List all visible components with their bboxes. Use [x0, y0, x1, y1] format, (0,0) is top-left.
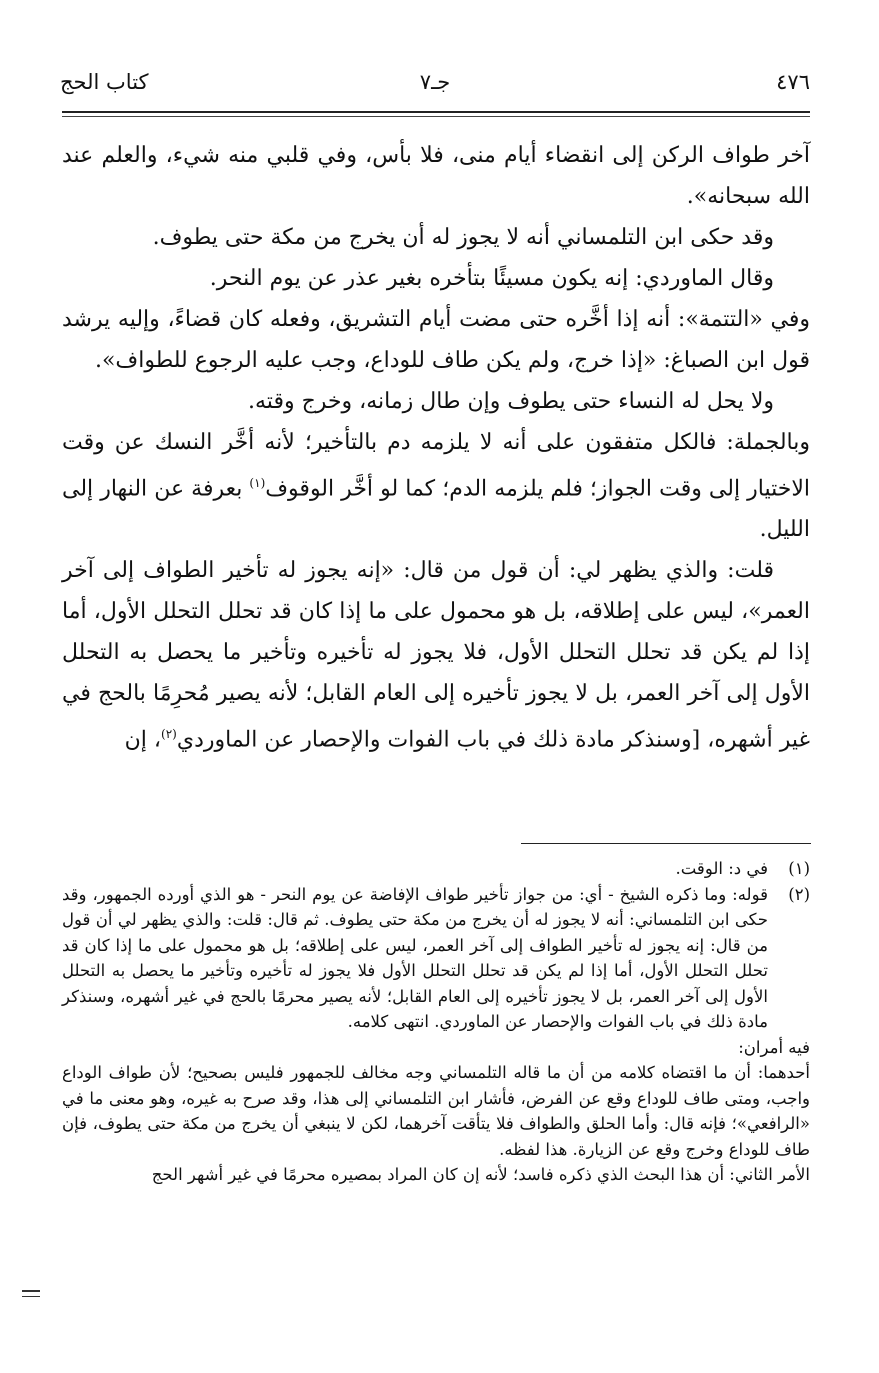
paragraph: وقد حكى ابن التلمساني أنه لا يجوز له أن يخرج من مكة حتى يطوف. — [152, 225, 774, 250]
footnote-ref[interactable]: (٢) — [161, 727, 177, 742]
book-title: كتاب الحج — [60, 70, 149, 94]
page-number: ٤٧٦ — [776, 70, 810, 94]
footnote-paragraph: فيه أمران: — [738, 1037, 810, 1057]
margin-mark — [22, 1290, 40, 1300]
footnote-text: في د: الوقت. — [675, 859, 768, 878]
footnote-number: (١) — [788, 859, 810, 878]
running-header — [60, 70, 810, 104]
footnote — [62, 882, 810, 1035]
footnote-text: قوله: وما ذكره الشيخ - أي: من جواز تأخير طواف الإفاضة عن يوم النحر - هو الذي أورده الجمهور، وقد حكى ابن التلمساني: أنه لا يجوز له أن يخرج من مكة حتى يطوف. ثم قال: قلت: والذي يظهر لي أن قول من قال: إنه يجوز له تأخير الطواف إلى آخر العمر، ليس على إطلاقه؛ بل هو محمول على ما إذا كان قد تحلل التحلل الأول، أما إذا لم يكن قد تحلل التحلل الأول فلا يجوز له تأخيره وتأخير ما يحصل به التحلل الأول إلى آخر العمر، بل لا يجوز تأخيره إلى العام القابل؛ لأنه يصير محرمًا بالحج في غير أشهره، وسنذكر مادة ذلك في باب الفوات والإحصار عن الماوردي. انتهى كلامه. — [62, 884, 768, 1031]
paragraph — [62, 550, 810, 760]
paragraph-text: قلت: والذي يظهر لي: أن قول من قال: «إنه يجوز له تأخير الطواف إلى آخر العمر»، ليس على إطلاقه، بل هو محمول على ما إذا كان قد تحلل التحلل الأول، أما إذا لم يكن قد تحلل التحلل الأول، فلا يجوز له تأخيره وتأخير ما يحصل به التحلل الأول إلى آخر العمر، بل لا يجوز تأخيره إلى العام القابل؛ لأنه يصير مُحرِمًا بالحج في غير أشهره، [وسنذكر مادة ذلك في باب الفوات والإحصار عن الماوردي — [62, 558, 810, 753]
footnote-number: (٢) — [788, 884, 810, 904]
footnote-paragraph: الأمر الثاني: أن هذا البحث الذي ذكره فاسد؛ لأنه إن كان المراد بمصيره محرمًا في غير أشهر الحج — [151, 1165, 810, 1184]
header-rule — [62, 111, 810, 113]
paragraph: آخر طواف الركن إلى انقضاء أيام منى، فلا بأس، وفي قلبي منه شيء، والعلم عند الله سبحانه». — [62, 143, 810, 209]
header-rule-thin — [62, 116, 810, 117]
paragraph-text: وبالجملة: فالكل متفقون على أنه لا يلزمه دم بالتأخير؛ لأنه أخَّر النسك عن وقت الاختيار إلى وقت الجواز؛ فلم يلزمه الدم؛ كما لو أخَّر الوقوف — [62, 430, 811, 502]
paragraph: وفي «التتمة»: أنه إذا أخَّره حتى مضت أيام التشريق، وفعله كان قضاءً، وإليه يرشد قول ابن الصباغ: «إذا خرج، ولم يكن طاف للوداع، وجب عليه الرجوع للطواف». — [62, 307, 810, 373]
paragraph: ولا يحل له النساء حتى يطوف وإن طال زمانه، وخرج وقته. — [248, 389, 774, 414]
paragraph — [62, 422, 810, 550]
volume-label: جـ٧ — [419, 70, 451, 94]
paragraph-text: بعرفة عن النهار إلى الليل. — [62, 476, 810, 543]
footnotes — [62, 856, 810, 1188]
footnote — [62, 856, 810, 882]
main-text — [62, 135, 810, 761]
footnote-paragraph: أحدهما: أن ما اقتضاه كلامه من أن ما قاله التلمساني وجه مخالف للجمهور فليس بصحيح؛ لأن طواف الوداع واجب، ومتى طاف للوداع وقع عن الفرض، فأشار ابن التلمساني إلى هذا، وقد صرح به غيره، وهو معنى ما في «الرافعي»؛ فإنه قال: وأما الحلق والطواف فلا يتأقت آخرهما، لكن لا ينبغي أن يخرج من مكة حتى يطوف، فإن طاف للوداع وخرج وقع عن الزيارة. هذا لفظه. — [62, 1063, 810, 1159]
footnote-separator — [521, 843, 811, 844]
paragraph: وقال الماوردي: إنه يكون مسيئًا بتأخره بغير عذر عن يوم النحر. — [209, 266, 774, 291]
paragraph-text: ، إن — [124, 727, 162, 753]
footnote-ref[interactable]: (١) — [249, 476, 266, 490]
